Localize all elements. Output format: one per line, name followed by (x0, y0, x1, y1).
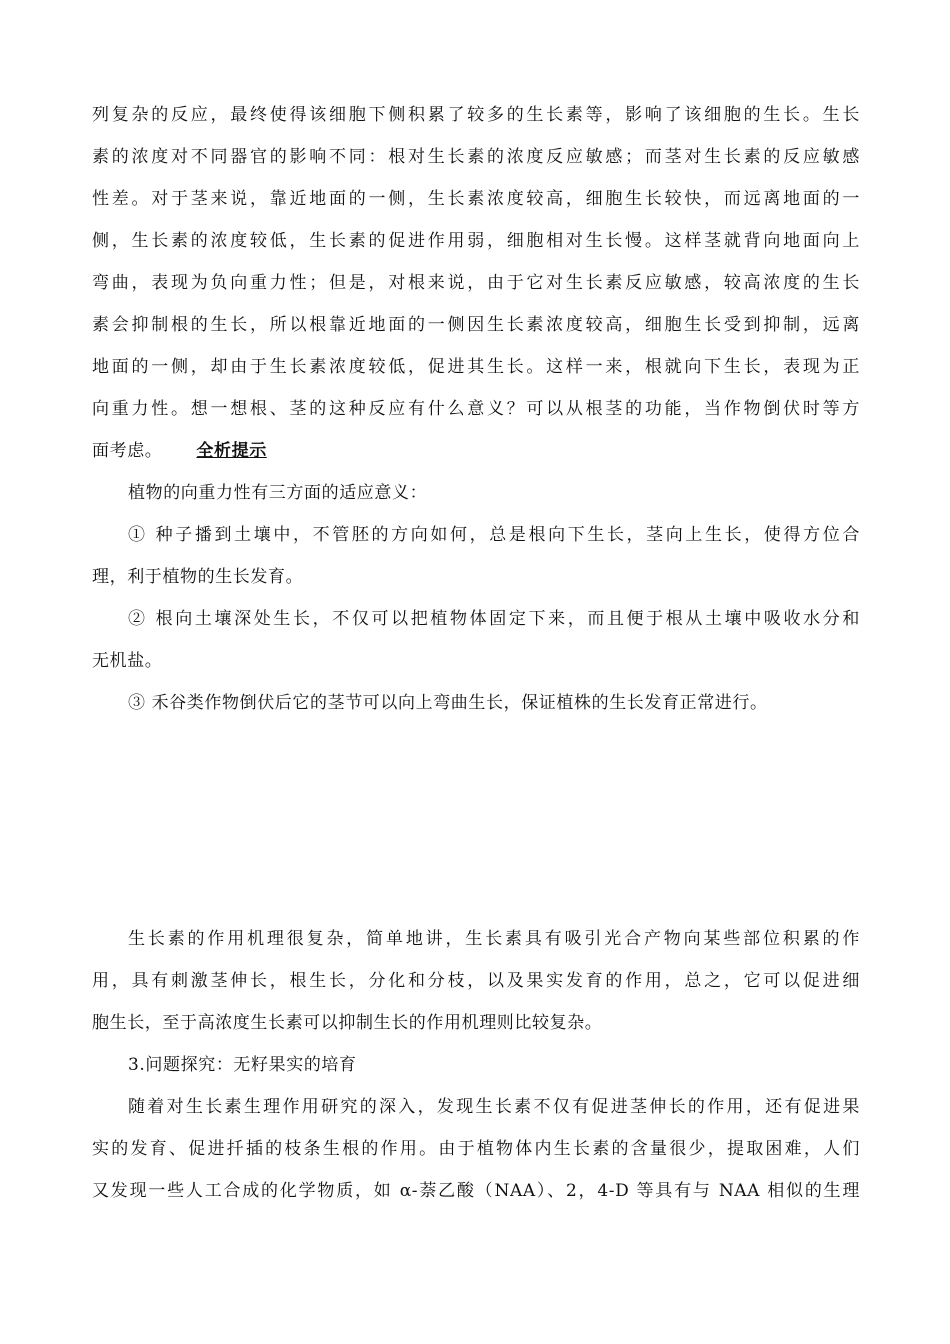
point-2-line: ② 根向土壤深处生长，不仅可以把植物体固定下来，而且便于根从土壤中吸收水分和 (128, 609, 860, 629)
paragraph-line (92, 430, 860, 472)
paragraph-line: 地面的一侧，却由于生长素浓度较低，促进其生长。这样一来，根就向下生长，表现为正 (92, 357, 860, 377)
paragraph-line: 又发现一些人工合成的化学物质，如 α-萘乙酸（NAA）、2，4-D 等具有与 NAA 相似的生理 (92, 1181, 860, 1201)
paragraph-line: 胞生长，至于高浓度生长素可以抑制生长的作用机理则比较复杂。 (92, 1013, 603, 1033)
paragraph-line: 随着对生长素生理作用研究的深入，发现生长素不仅有促进茎伸长的作用，还有促进果 (128, 1097, 860, 1117)
paragraph-line: 素的浓度对不同器官的影响不同：根对生长素的浓度反应敏感；而茎对生长素的反应敏感 (92, 147, 860, 167)
point-1-line: ① 种子播到土壤中，不管胚的方向如何，总是根向下生长，茎向上生长，使得方位合 (128, 525, 860, 545)
document-page (92, 94, 860, 1212)
paragraph-line: 生长素的作用机理很复杂，简单地讲，生长素具有吸引光合产物向某些部位积累的作 (128, 929, 860, 949)
paragraph-line: 素会抑制根的生长，所以根靠近地面的一侧因生长素浓度较高，细胞生长受到抑制，远离 (92, 315, 860, 335)
paragraph-line: 列复杂的反应，最终使得该细胞下侧积累了较多的生长素等，影响了该细胞的生长。生长 (92, 105, 860, 125)
intro-text: 植物的向重力性有三方面的适应意义： (128, 483, 428, 503)
paragraph-line: 弯曲，表现为负向重力性；但是，对根来说，由于它对生长素反应敏感，较高浓度的生长 (92, 273, 860, 293)
paragraph-line: 用，具有刺激茎伸长，根生长，分化和分枝，以及果实发育的作用，总之，它可以促进细 (92, 971, 860, 991)
paragraph-line: 性差。对于茎来说，靠近地面的一侧，生长素浓度较高，细胞生长较快，而远离地面的一 (92, 189, 860, 209)
paragraph-line: 侧，生长素的浓度较低，生长素的促进作用弱，细胞相对生长慢。这样茎就背向地面向上 (92, 231, 860, 251)
point-1-line: 理，利于植物的生长发育。 (92, 567, 304, 587)
paragraph-line: 向重力性。想一想根、茎的这种反应有什么意义？可以从根茎的功能，当作物倒伏时等方 (92, 399, 860, 419)
paragraph-line: 实的发育、促进扦插的枝条生根的作用。由于植物体内生长素的含量很少，提取困难，人们 (92, 1139, 860, 1159)
point-2-line: 无机盐。 (92, 651, 163, 671)
paragraph-text: 面考虑。 (92, 441, 163, 461)
hint-heading: 全析提示 (196, 441, 267, 461)
point-3-line: ③ 禾谷类作物倒伏后它的茎节可以向上弯曲生长，保证植株的生长发育正常进行。 (128, 693, 768, 713)
blank-space (92, 724, 860, 918)
section-heading: 3.问题探究：无籽果实的培育 (128, 1055, 357, 1075)
